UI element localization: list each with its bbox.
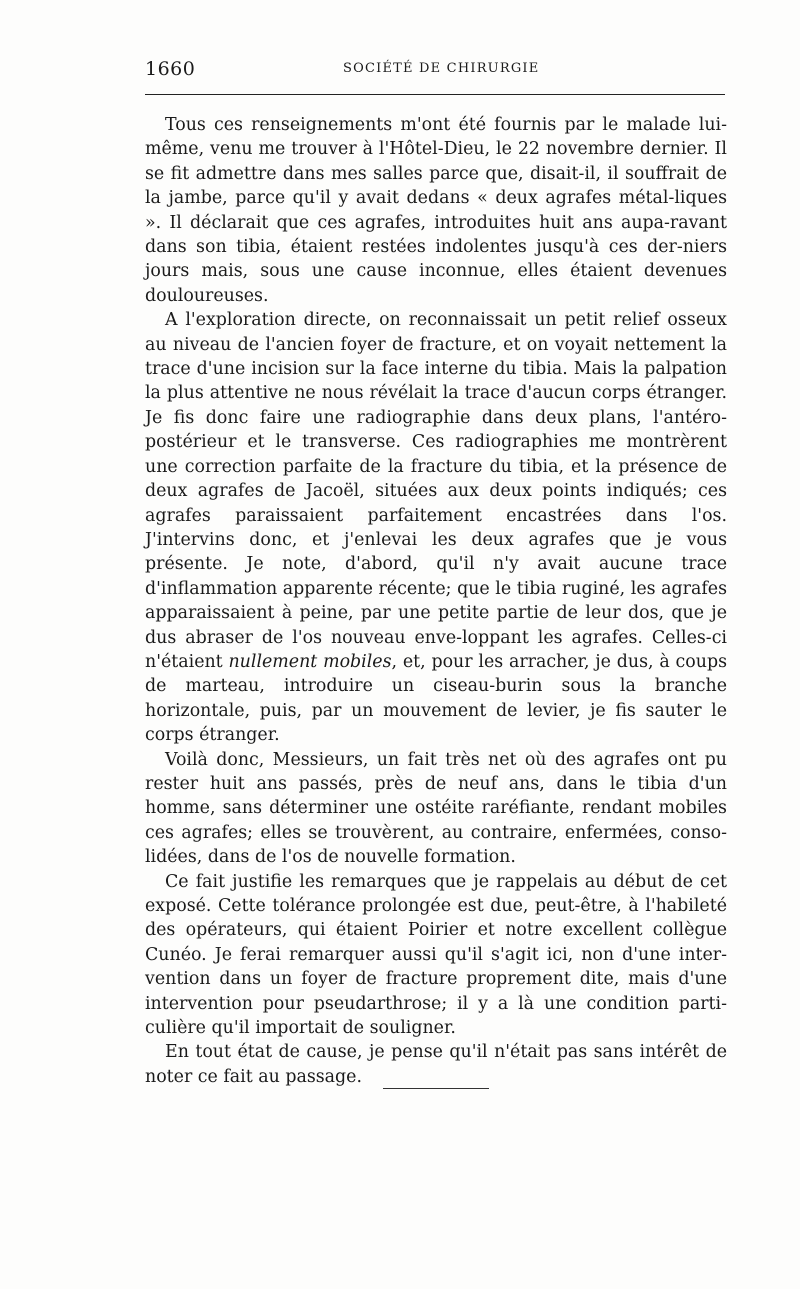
end-rule: [383, 1088, 489, 1089]
running-head: SOCIÉTÉ DE CHIRURGIE: [343, 61, 540, 76]
header-rule: [145, 94, 725, 95]
article-body: [145, 113, 727, 1089]
paragraph-1: [145, 113, 727, 308]
paragraph-5: [145, 1040, 727, 1089]
paragraph-1-text: Tous ces renseignements m'ont été fournis par le malade lui-même, venu me trouver à l'Hôtel-Dieu, le 22 novembre dernier. Il se fit admettre dans mes salles parce que, disait-il, il souffrait de la jambe, parce qu'il y avait dedans « deux agrafes métal-liques ». Il déclarait que ces agrafes, introduites huit ans aupa-ravant dans son tibia, étaient restées indolentes jusqu'à ces der-niers jours mais, sous une cause inconnue, elles étaient devenues douloureuses.: [145, 115, 727, 306]
paragraph-4-text: Ce fait justifie les remarques que je rappelais au début de cet exposé. Cette tolérance prolongée est due, peut-être, à l'habileté des opérateurs, qui étaient Poirier et notre excellent collègue Cunéo. Je ferai remarquer aussi qu'il s'agit ici, non d'une inter-vention dans un foyer de fracture proprement dite, mais d'une intervention pour pseudarthrose; il y a là une condition parti-culière qu'il importait de souligner.: [145, 871, 727, 1039]
paragraph-5-text: En tout état de cause, je pense qu'il n'était pas sans intérêt de noter ce fait au passage.: [145, 1042, 727, 1087]
paragraph-2-italic: nullement mobiles: [228, 651, 392, 672]
page-number: 1660: [145, 58, 196, 80]
paragraph-2-text-b: , et, pour les arracher, je dus, à coups de marteau, introduire un ciseau-burin sous la branche horizontale, puis, par un mouvement de levier, je fis sauter le corps étranger.: [145, 651, 727, 746]
paragraph-2-text-a: A l'exploration directe, on reconnaissait un petit relief osseux au niveau de l'ancien foyer de fracture, et on voyait nettement la trace d'une incision sur la face interne du tibia. Mais la palpation la plus attentive ne nous révélait la trace d'aucun corps étranger. Je fis donc faire une radiographie dans deux plans, l'antéro-postérieur et le transverse. Ces radiographies me montrèrent une correction parfaite de la fracture du tibia, et la présence de deux agrafes de Jacoël, situées aux deux points indiqués; ces agrafes paraissaient parfaitement encastrées dans l'os. J'intervins donc, et j'enlevai les deux agrafes que je vous présente. Je note, d'abord, qu'il n'y avait aucune trace d'inflammation apparente récente; que le tibia ruginé, les agrafes apparaissaient à peine, par une petite partie de leur dos, que je dus abraser de l'os nouveau enve-loppant les agrafes. Celles-ci n'étaient: [145, 310, 727, 672]
paragraph-4: [145, 870, 727, 1041]
paragraph-3-text: Voilà donc, Messieurs, un fait très net où des agrafes ont pu rester huit ans passés, près de neuf ans, dans le tibia d'un homme, sans déterminer une ostéite raréfiante, rendant mobiles ces agrafes; elles se trouvèrent, au contraire, enfermées, conso-lidées, dans de l'os de nouvelle formation.: [145, 749, 727, 868]
paragraph-3: [145, 748, 727, 870]
page-header: [145, 58, 725, 80]
paragraph-2: [145, 308, 727, 747]
